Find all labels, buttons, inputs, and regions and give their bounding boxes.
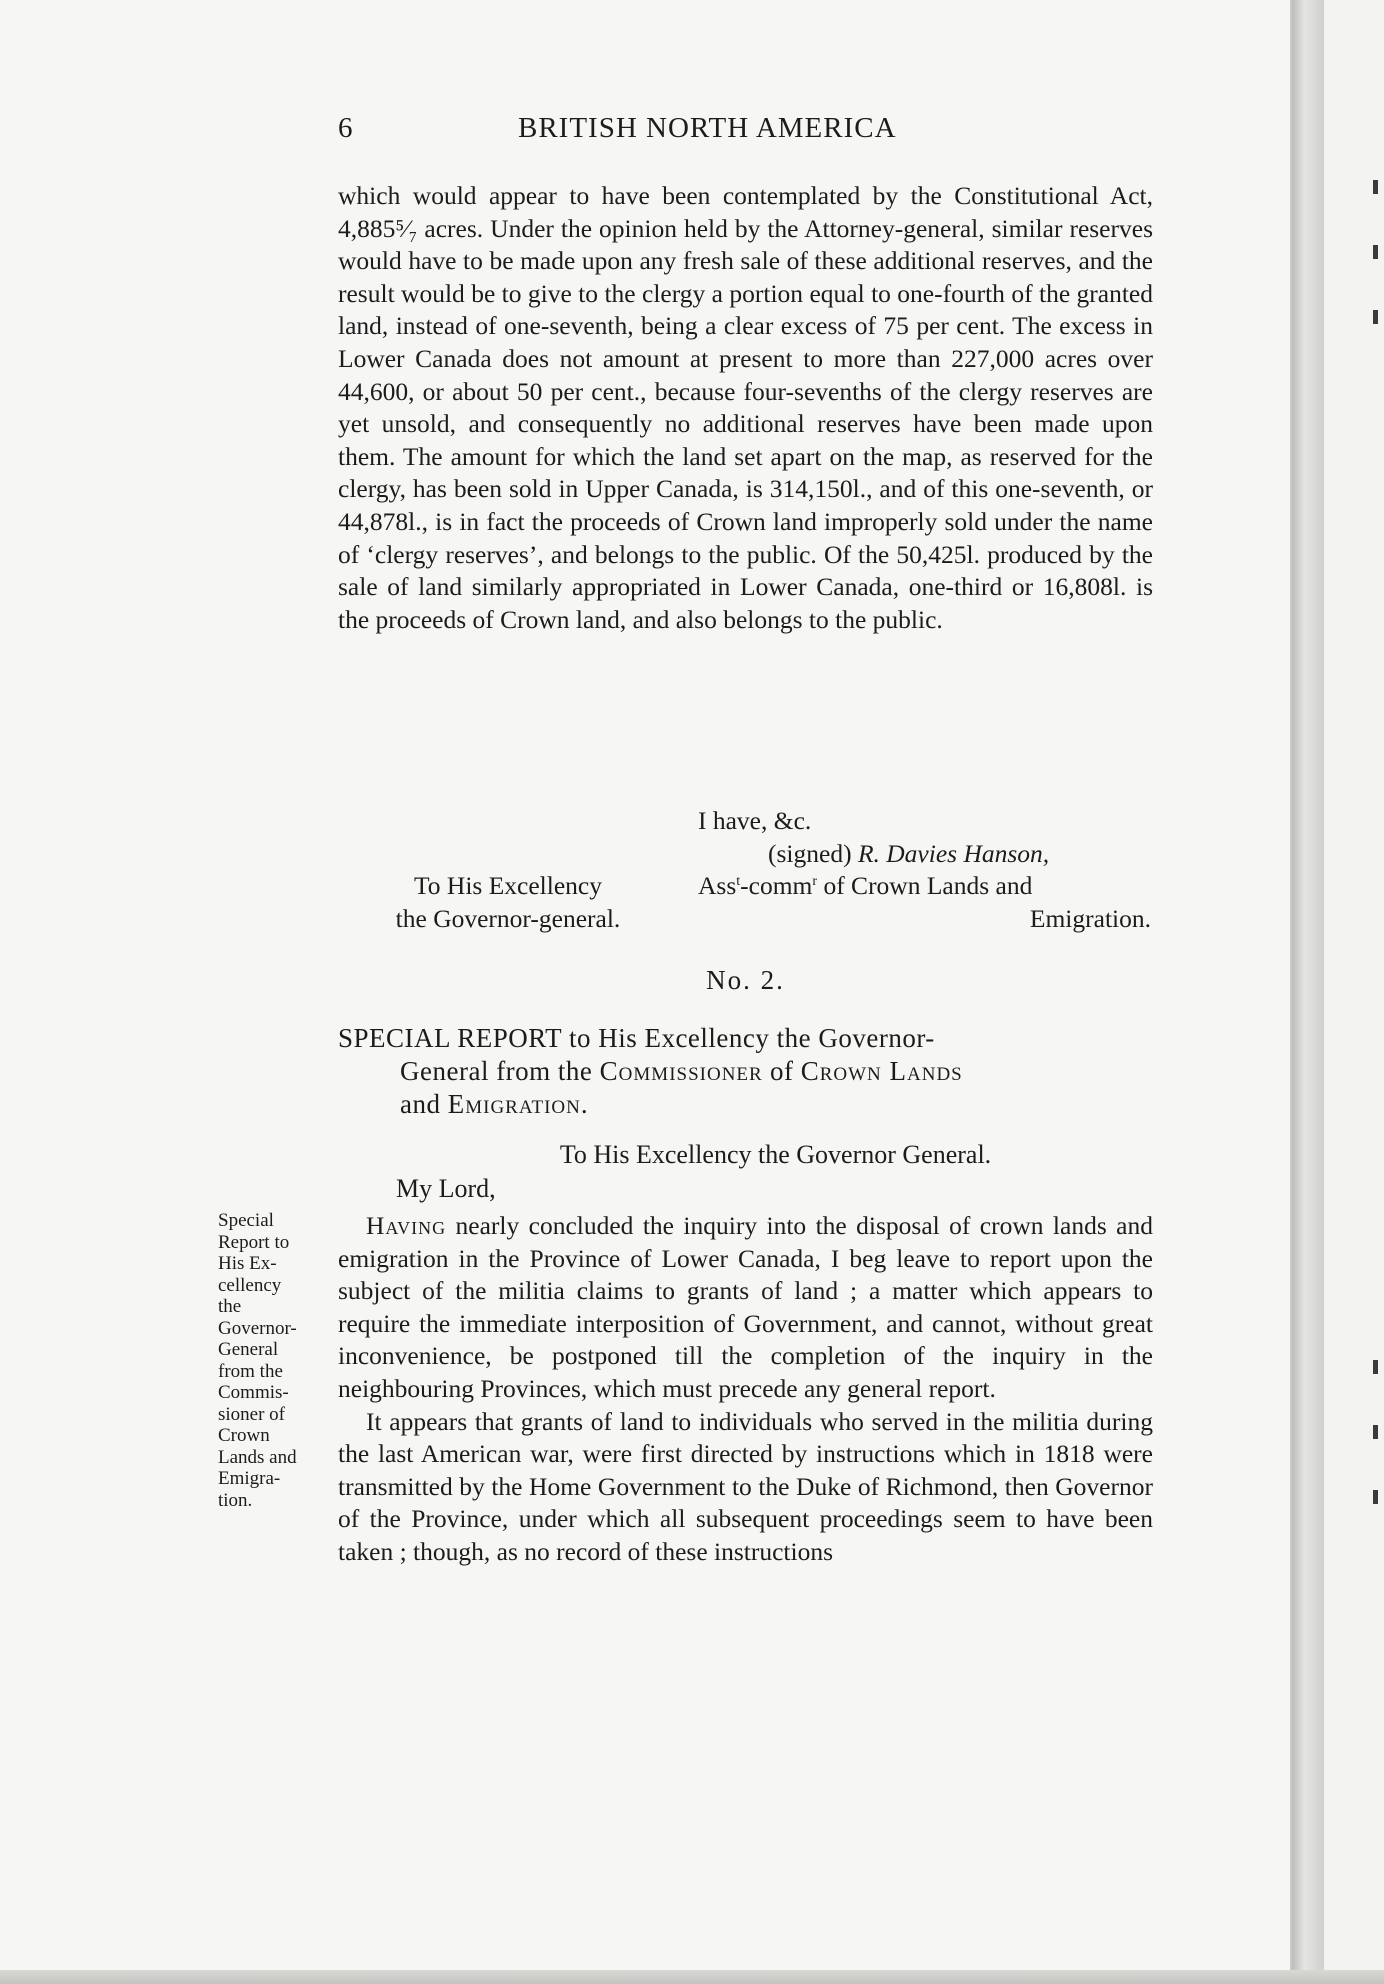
signature-right (698, 805, 1153, 935)
signer-title-prefix: Ass (698, 871, 737, 901)
signature-block (338, 805, 1153, 940)
continued-paragraph: which would appear to have been contemplated by the Constitutional Act, 4,885⁵⁄₇ acres. Under the opinion held by the Attorney-general, similar reserves would have to be made upon any fresh sale of these additional reserves, and the result would be to give to the clergy a portion equal to one-fourth of the granted land, instead of one-seventh, being a clear excess of 75 per cent. The excess in Lower Canada does not amount at present to more than 227,000 acres over 44,600, or about 50 per cent., because four-sevenths of the clergy reserves are yet unsold, and consequently no additional reserves have been made upon them. The amount for which the land set apart on the map, as reserved for the clergy, has been sold in Upper Canada, is 314,150l., and of this one-seventh, or 44,878l., is in fact the proceeds of Crown land improperly sold under the name of ‘clergy reserves’, and belongs to the public. Of the 50,425l. produced by the sale of land similarly appropriated in Lower Canada, one-third or 16,808l. is the proceeds of Crown land, and also belongs to the public. (338, 181, 1153, 634)
running-head (338, 112, 978, 156)
document-number: No. 2. (706, 965, 785, 995)
margin-note-line: Emigra- (218, 1468, 281, 1489)
margin-note-line: cellency (218, 1274, 282, 1296)
address-line: To His Excellency the Governor General. (559, 1140, 992, 1169)
addressee-block (338, 870, 678, 935)
margin-note-line: Special (218, 1210, 274, 1231)
running-head-title: BRITISH NORTH AMERICA (518, 112, 897, 144)
adjacent-page-mark (1373, 1490, 1378, 1504)
margin-note-line: Governor- (218, 1317, 297, 1339)
report-title-line2-a: General from the (400, 1056, 600, 1086)
margin-note-line: Commis- (218, 1382, 289, 1403)
signer-title-rest: of Crown Lands and (817, 871, 1033, 901)
margin-note-line: General (218, 1339, 279, 1360)
report-title-line2-b: of (762, 1056, 801, 1086)
margin-note-line: Crown (218, 1425, 270, 1446)
margin-note-line: the (218, 1296, 242, 1317)
greeting: My Lord, (396, 1174, 496, 1203)
closing-line: I have, &c. (698, 806, 812, 835)
report-title-line3-end: . (580, 1089, 589, 1119)
signer-title-sup-1: t (736, 874, 741, 890)
body-paragraph-2: It appears that grants of land to individuals who served in the militia during the last American war, were first directed by instructions which in 1818 were transmitted by the Home Government to the Duke of Richmond, then Governor of the Province, under which all subsequent proceedings seem to have been taken ; though, as no record of these instructions (338, 1406, 1153, 1566)
page-bottom-edge (0, 1970, 1384, 1984)
margin-note-line: tion. (218, 1489, 253, 1511)
margin-note-line: sioner of (218, 1403, 286, 1425)
body-paragraph-1 (338, 1210, 1153, 1406)
adjacent-page-mark (1373, 245, 1378, 259)
addressee-line-1: To His Excellency (414, 871, 602, 900)
report-title-line3-a: and (400, 1089, 448, 1119)
adjacent-page-mark (1373, 180, 1378, 194)
addressee-line-2: the Governor-general. (395, 903, 621, 933)
adjacent-page-mark (1373, 1360, 1378, 1374)
signer-title-mid: -comm (740, 871, 813, 901)
report-title-line-3 (338, 1088, 1153, 1121)
page-binding-shadow (1292, 0, 1324, 1984)
margin-note-line: from the (218, 1360, 283, 1382)
report-title-commissioner: Commissioner (599, 1056, 763, 1086)
margin-note (218, 1210, 333, 1511)
report-title-lead: SPECIAL REPORT (338, 1023, 562, 1053)
report-title-crown-lands: Crown Lands (800, 1056, 963, 1086)
adjacent-page-mark (1373, 1425, 1378, 1439)
report-title-line-2 (338, 1055, 1153, 1088)
signed-label: (signed) (768, 838, 852, 868)
paragraph-lead-word: Having (366, 1211, 447, 1240)
adjacent-page-mark (1373, 310, 1378, 324)
report-title-line1-rest: to His Excellency the Governor- (561, 1023, 935, 1053)
margin-note-line: Report to (218, 1231, 290, 1253)
signed-line (698, 838, 1153, 871)
report-title-emigration: Emigration (447, 1089, 581, 1119)
adjacent-page-edge (1324, 0, 1384, 1984)
page-number: 6 (338, 112, 354, 144)
signer-title-line2: Emigration. (1029, 903, 1151, 933)
signer-title-sup-2: r (812, 874, 818, 890)
report-title (338, 1022, 1153, 1121)
report-title-line-1 (338, 1022, 1153, 1055)
signer-title (698, 870, 1153, 903)
margin-note-line: His Ex- (218, 1253, 277, 1274)
report-body (338, 1210, 1153, 1569)
signer-name: R. Davies Hanson, (857, 838, 1050, 868)
paragraph-1-text: nearly concluded the inquiry into the disposal of crown lands and emigration in the Province of Lower Canada, I beg leave to report upon the subject of the militia claims to grants of land ; a matter which appears to require the immediate interposition of Government, and cannot, without great inconvenience, be postponed till the completion of the inquiry in the neighbouring Provinces, which must precede any general report. (338, 1211, 1153, 1403)
margin-note-line: Lands and (218, 1446, 297, 1468)
